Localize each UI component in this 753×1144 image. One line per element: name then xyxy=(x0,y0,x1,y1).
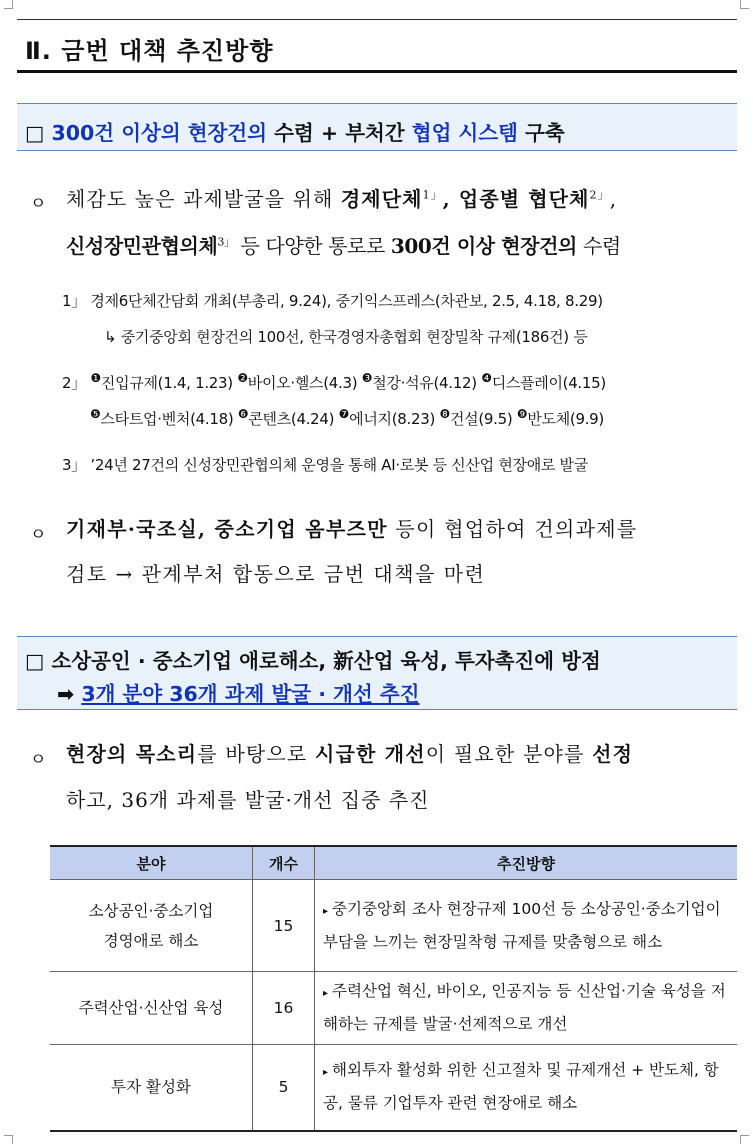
column-header: 분야 xyxy=(50,846,253,880)
page-corner-mark xyxy=(4,0,13,9)
count-cell: 5 xyxy=(253,1045,315,1131)
checkbox-square-icon: □ xyxy=(25,649,45,673)
circled-number: ❽ xyxy=(439,407,450,421)
page-corner-mark xyxy=(740,1135,749,1144)
chapter-title: Ⅱ. 금번 대책 추진방향 xyxy=(25,37,274,65)
text: 주력산업 혁신, 바이오, 인공지능 등 신산업·기술 육성을 저해하는 규제를 발굴·선제적으로 개선 xyxy=(323,982,726,1033)
text: 중기중앙회 조사 현장규제 100선 등 소상공인·중소기업이 부담을 느끼는 현장밀착형 규제를 맞춤형으로 해소 xyxy=(323,899,721,951)
chapter-title-box xyxy=(17,19,737,73)
footnote-2-line-1 xyxy=(62,372,606,393)
table-row xyxy=(50,1045,737,1131)
text: 콘텐츠(4.24) xyxy=(248,410,339,428)
text: 철강·석유(4.12) xyxy=(372,374,482,392)
direction-cell xyxy=(315,972,738,1045)
bullet-2-line-2: 검토 → 관계부처 합동으로 금번 대책을 마련 xyxy=(66,562,486,586)
section-heading-2-line-1 xyxy=(25,644,601,674)
section-heading-2-line-2 xyxy=(57,677,420,707)
bullet-marker: ㅇ xyxy=(30,750,47,770)
bullet-1-line-2 xyxy=(66,230,621,259)
section-heading-1-text xyxy=(25,116,565,146)
column-header: 추진방향 xyxy=(315,846,738,880)
section-heading-1 xyxy=(17,103,737,151)
heading-highlight: 협업 시스템 xyxy=(411,121,518,145)
count-cell: 16 xyxy=(253,972,315,1045)
table-row xyxy=(50,880,737,972)
circled-number: ❷ xyxy=(237,371,248,385)
direction-cell xyxy=(315,1045,738,1131)
triangle-bullet-icon: ▸ xyxy=(323,905,329,917)
text: 건설(9.5) xyxy=(449,410,517,428)
circled-number: ❸ xyxy=(361,371,373,385)
footnote-ref: 1」 xyxy=(422,188,443,202)
bullet-3-line-1 xyxy=(66,738,633,767)
field-cell xyxy=(50,1045,253,1131)
task-table xyxy=(50,845,737,1132)
text: 소상공인·중소기업 xyxy=(88,901,214,920)
circled-number: ❼ xyxy=(338,407,350,421)
text: 300건 이상 현장건의 xyxy=(390,234,577,258)
checkbox-square-icon: □ xyxy=(25,121,45,145)
text: 스타트업·벤처(4.18) xyxy=(100,410,238,428)
text: 3개 분야 36개 과제 발굴 · 개선 추진 xyxy=(81,682,420,706)
text: 반도체(9.9) xyxy=(527,410,604,428)
table-row xyxy=(50,972,737,1045)
text: 업종별 협단체 xyxy=(458,187,590,211)
text: 주력산업·신산업 육성 xyxy=(78,999,224,1017)
count-cell: 15 xyxy=(253,880,315,972)
text: 소상공인 · 중소기업 애로해소, 新산업 육성, 투자촉진에 방점 xyxy=(51,649,601,673)
footnote-2-line-2 xyxy=(90,408,604,429)
heading-text: 수렴 + 부처간 xyxy=(267,121,412,145)
text: 경영애로 해소 xyxy=(103,931,199,950)
field-cell xyxy=(50,972,253,1045)
page-corner-mark xyxy=(4,1135,13,1144)
text: 선정 xyxy=(592,742,634,766)
circled-number: ❶ xyxy=(90,371,101,385)
text: 체감도 높은 과제발굴을 위해 xyxy=(66,187,341,211)
text: 해외투자 활성화 위한 신고절차 및 규제개선 + 반도체, 항공, 물류 기업투자 관련 현장애로 해소 xyxy=(323,1061,719,1113)
text: 진입규제(1.4, 1.23) xyxy=(100,374,238,392)
heading-highlight: 300건 이상의 현장건의 xyxy=(51,121,268,145)
bullet-3-line-2: 하고, 36개 과제를 발굴·개선 집중 추진 xyxy=(66,788,430,812)
bullet-marker: ㅇ xyxy=(30,525,47,545)
page-corner-mark xyxy=(740,0,749,9)
text: 에너지(8.23) xyxy=(349,410,440,428)
footnote-3: 3」 ’24년 27건의 신성장민관협의체 운영을 통해 AI·로봇 등 신산업 현장애로 발굴 xyxy=(62,456,588,474)
bullet-1-line-1 xyxy=(66,183,617,212)
text: 수렴 xyxy=(576,234,621,258)
text: 기재부·국조실, 중소기업 옴부즈만 xyxy=(66,517,388,541)
triangle-bullet-icon: ▸ xyxy=(323,1067,329,1079)
text: 이 필요한 분야를 xyxy=(425,742,593,766)
circled-number: ❻ xyxy=(237,407,249,421)
text: 등이 협업하여 건의과제를 xyxy=(387,517,638,541)
footnote-ref: 3」 xyxy=(217,235,235,249)
text: 를 바탕으로 xyxy=(197,742,316,766)
section-heading-2 xyxy=(17,636,737,710)
text: 바이오·헬스(4.3) xyxy=(247,374,362,392)
text: 등 다양한 통로로 xyxy=(234,234,391,258)
footnote-number: 2」 xyxy=(62,374,86,392)
bullet-marker: ㅇ xyxy=(30,194,47,214)
circled-number: ❹ xyxy=(481,371,492,385)
text: 투자 활성화 xyxy=(111,1078,191,1097)
circled-number: ❺ xyxy=(90,407,101,421)
text: 경제단체 xyxy=(340,187,423,211)
text: 현장의 목소리 xyxy=(66,742,198,766)
circled-number: ❾ xyxy=(516,407,528,421)
bullet-2-line-1 xyxy=(66,513,638,542)
right-arrow-icon: ➡ xyxy=(57,682,75,706)
triangle-bullet-icon: ▸ xyxy=(323,988,329,999)
text: 신성장민관협의체 xyxy=(66,234,218,258)
heading-text: 구축 xyxy=(517,121,565,145)
footnote-1: 1」 경제6단체간담회 개최(부총리, 9.24), 중기익스프레스(차관보, 2.5, 4.18, 8.29) xyxy=(62,292,603,310)
text: 시급한 개선 xyxy=(315,742,426,766)
field-cell xyxy=(50,880,253,972)
text: , xyxy=(442,187,459,211)
footnote-ref: 2」 xyxy=(589,188,610,202)
footnote-1-sub: ↳ 중기중앙회 현장건의 100선, 한국경영자총협회 현장밀착 규제(186건) 등 xyxy=(104,328,588,346)
column-header: 개수 xyxy=(253,846,315,880)
direction-cell xyxy=(315,880,738,972)
text: 디스플레이(4.15) xyxy=(491,374,606,392)
table-header-row xyxy=(50,846,737,880)
text: , xyxy=(609,187,618,211)
